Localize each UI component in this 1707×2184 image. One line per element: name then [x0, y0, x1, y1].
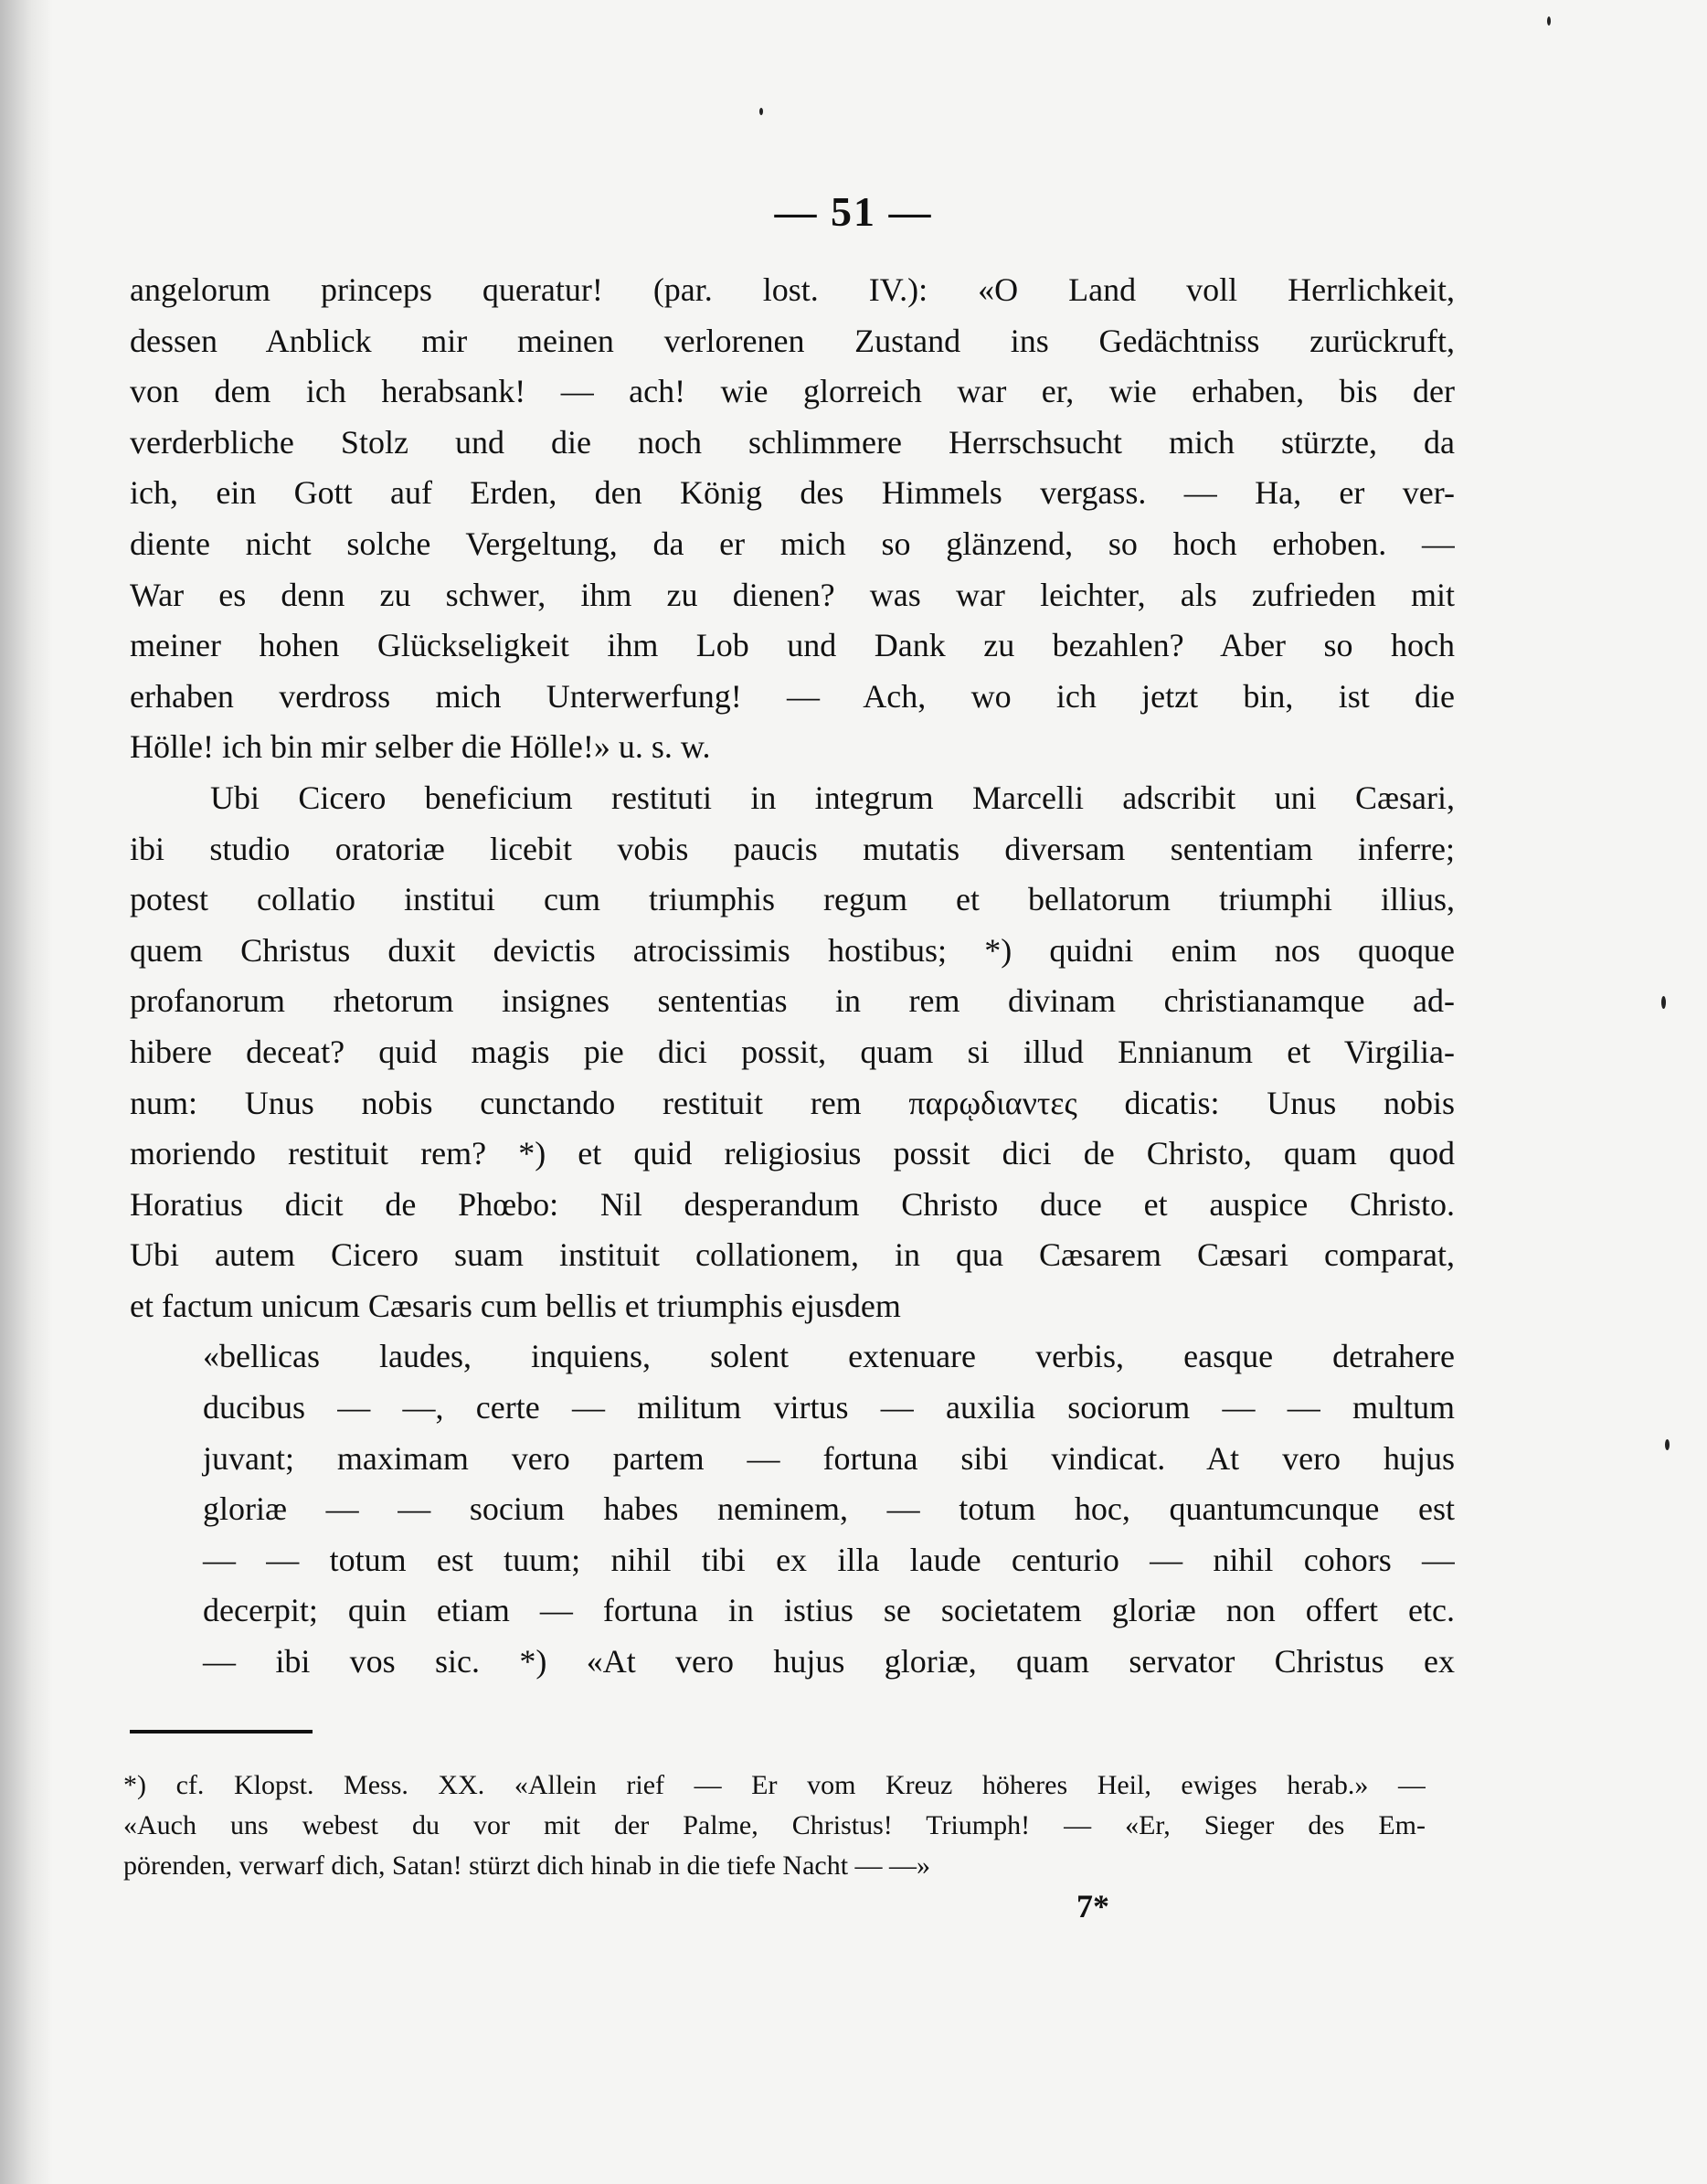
- quote-line: ducibus — —, certe — militum virtus — auxilia sociorum — — multum: [203, 1389, 1455, 1426]
- text-line: num: Unus nobis cunctando restituit rem παρῳδιαντες dicatis: Unus nobis: [130, 1084, 1455, 1121]
- text-line: hibere deceat? quid magis pie dici possit, quam si illud Ennianum et Virgilia-: [130, 1033, 1455, 1070]
- page-number: — 51 —: [774, 188, 933, 235]
- paper-speck: [1665, 1439, 1670, 1450]
- footnote-line: «Auch uns webest du vor mit der Palme, Christus! Triumph! — «Er, Sieger des Em-: [123, 1810, 1426, 1840]
- text-line: Ubi autem Cicero suam instituit collationem, in qua Cæsarem Cæsari comparat,: [130, 1236, 1455, 1274]
- text-line: von dem ich herabsank! — ach! wie glorreich war er, wie erhaben, bis der: [130, 373, 1455, 410]
- footnote-line: pörenden, verwarf dich, Satan! stürzt dich hinab in die tiefe Nacht — —»: [123, 1850, 931, 1881]
- text-line: profanorum rhetorum insignes sententias in rem divinam christianamque ad-: [130, 982, 1455, 1020]
- text-line: ibi studio oratoriæ licebit vobis paucis mutatis diversam sententiam inferre;: [130, 830, 1455, 867]
- text-line: diente nicht solche Vergeltung, da er mich so glänzend, so hoch erhoben. —: [130, 525, 1455, 562]
- text-line: dessen Anblick mir meinen verlorenen Zustand ins Gedächtniss zurückruft,: [130, 322, 1455, 359]
- text-line: meiner hohen Glückseligkeit ihm Lob und Dank zu bezahlen? Aber so hoch: [130, 627, 1455, 664]
- text-line: ich, ein Gott auf Erden, den König des Himmels vergass. — Ha, er ver-: [130, 474, 1455, 512]
- text-line: potest collatio institui cum triumphis regum et bellatorum triumphi illius,: [130, 881, 1455, 918]
- text-line: erhaben verdross mich Unterwerfung! — Ach, wo ich jetzt bin, ist die: [130, 677, 1455, 715]
- text-line: War es denn zu schwer, ihm zu dienen? was war leichter, als zufrieden mit: [130, 576, 1455, 613]
- text-line: verderbliche Stolz und die noch schlimmere Herrschsucht mich stürzte, da: [130, 423, 1455, 461]
- footnote-divider: [130, 1730, 313, 1733]
- quote-line: «bellicas laudes, inquiens, solent extenuare verbis, easque detrahere: [203, 1338, 1455, 1375]
- paper-speck: [1547, 16, 1551, 26]
- quote-line: gloriæ — — socium habes neminem, — totum hoc, quantumcunque est: [203, 1490, 1455, 1528]
- text-line: angelorum princeps queratur! (par. lost. IV.): «O Land voll Herrlichkeit,: [130, 271, 1455, 308]
- quote-line: decerpit; quin etiam — fortuna in istius se societatem gloriæ non offert etc.: [203, 1592, 1455, 1629]
- quote-line: — ibi vos sic. *) «At vero hujus gloriæ, quam servator Christus ex: [203, 1643, 1455, 1680]
- main-text: [130, 265, 1455, 1688]
- page-binding-shadow: [0, 0, 53, 2184]
- cicero-quotation: [130, 1331, 1455, 1687]
- text-line: Hölle! ich bin mir selber die Hölle!» u. s. w.: [130, 728, 711, 766]
- text-line: Horatius dicit de Phœbo: Nil desperandum Christo duce et auspice Christo.: [130, 1185, 1455, 1223]
- text-line: quem Christus duxit devictis atrocissimis hostibus; *) quidni enim nos quoque: [130, 931, 1455, 969]
- text-line: Ubi Cicero beneficium restituti in integrum Marcelli adscribit uni Cæsari,: [210, 779, 1455, 816]
- text-line: moriendo restituit rem? *) et quid religiosius possit dici de Christo, quam quod: [130, 1135, 1455, 1172]
- quote-line: juvant; maximam vero partem — fortuna sibi vindicat. At vero hujus: [203, 1439, 1455, 1477]
- quote-line: — — totum est tuum; nihil tibi ex illa laude centurio — nihil cohors —: [203, 1541, 1455, 1578]
- footnote-line: *) cf. Klopst. Mess. XX. «Allein rief — Er vom Kreuz höheres Heil, ewiges herab.» —: [123, 1770, 1426, 1800]
- printer-signature-mark: 7*: [1076, 1888, 1109, 1924]
- text-line: et factum unicum Cæsaris cum bellis et triumphis ejusdem: [130, 1287, 901, 1324]
- footnotes: [123, 1765, 1426, 1886]
- paper-speck: [1661, 996, 1666, 1009]
- paper-speck: [759, 108, 763, 115]
